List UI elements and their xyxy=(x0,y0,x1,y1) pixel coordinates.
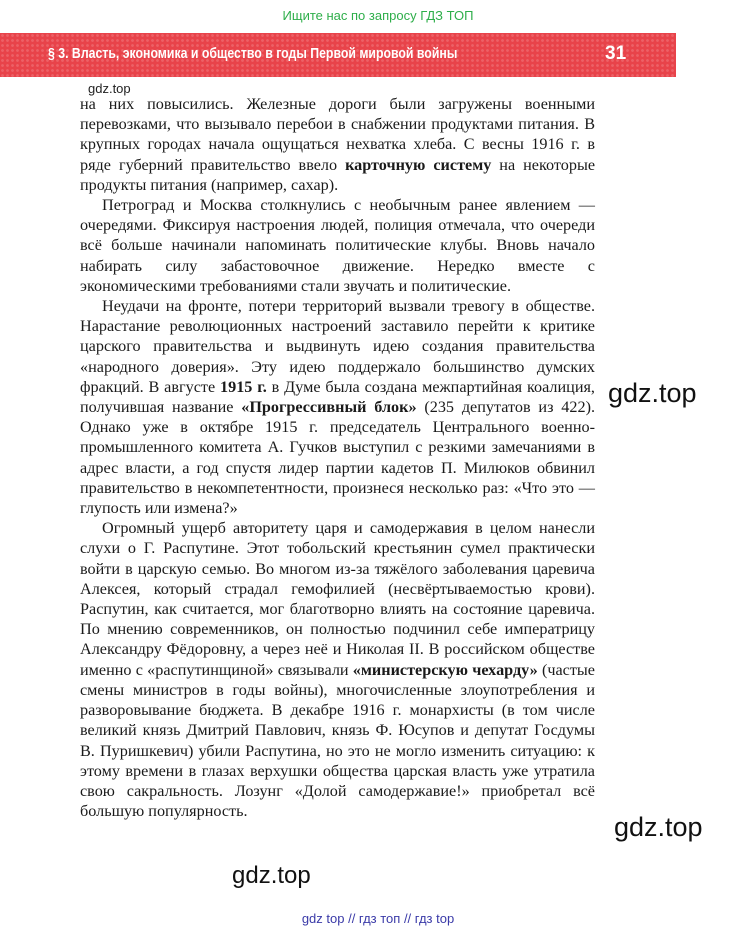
text-run: Огромный ущерб авторитету царя и самодержавия в целом нанесли слухи о Г. Распутине. Этот тобольский крестьянин сумел практически войти в царскую семью. Во многом из-за тяжёлого заболевания царевича Алексея, который страдал гемофилией (несвёртываемостью крови). Распутин, как считается, мог благотворно влиять на состояние царевича. По мнению современников, он полностью подчинил себе императрицу Александру Фёдоровну, а через неё и Николая II. В российском обществе именно с «распутинщиной» связывали xyxy=(80,519,595,679)
paragraph-2 xyxy=(80,195,595,296)
page-number: 31 xyxy=(605,43,627,64)
paragraph-4 xyxy=(80,518,595,821)
watermark-small: gdz.top xyxy=(88,81,131,96)
footer-links xyxy=(0,911,756,926)
article-body xyxy=(80,94,595,821)
paragraph-3 xyxy=(80,296,595,518)
footer-link-3[interactable]: гдз top xyxy=(414,911,455,926)
text-run: на некоторые продукты питания (например, сахар). xyxy=(80,155,596,194)
watermark-right-upper: gdz.top xyxy=(608,378,697,408)
bold-term: «министерскую чехарду» xyxy=(352,660,538,679)
footer-separator: // xyxy=(400,911,415,926)
paragraph-1 xyxy=(80,94,595,195)
search-hint-banner: Ищите нас по запросу ГДЗ ТОП xyxy=(282,8,474,23)
text-run: в Думе была создана межпартийная коалиция, получившая название xyxy=(80,377,595,417)
text-run: (частые смены министров в годы войны), многочисленные злоупотребления и разворовывание бюджета. В декабре 1916 г. монархисты (в том числе великий князь Дмитрий Павлович, князь Ф. Юсупов и депутат Госдумы В. Пуришкевич) убили Распутина, но это не могло изменить ситуацию: к этому времени в глазах верхушки общества царская власть уже утратила свою сакральность. Лозунг «Долой самодержавие!» приобретал всё большую популярность. xyxy=(80,660,595,821)
text-run: Петроград и Москва столкнулись с необычным ранее явлением — очередями. Фиксируя настроения людей, полиция отмечала, что очереди всё больше начинали напоминать политические клубы. Вновь начало набирать силу забастовочное движение. Нередко вместе с экономическими требованиями стали звучать и политические. xyxy=(80,196,595,295)
section-header-band xyxy=(0,33,676,77)
bold-term: «Прогрессивный блок» xyxy=(241,398,417,417)
bold-term: карточную систему xyxy=(345,155,492,174)
watermark-right-lower: gdz.top xyxy=(614,812,703,842)
footer-separator: // xyxy=(344,911,359,926)
section-title: § 3. Власть, экономика и общество в годы Первой мировой войны xyxy=(48,45,458,62)
text-run: на них повысились. Железные дороги были загружены военными перевозками, что вызывало перебои в снабжении продуктами питания. В крупных городах начала ощущаться нехватка хлеба. С весны 1916 г. в ряде губерний правительство ввело xyxy=(80,95,595,174)
footer-link-2[interactable]: гдз топ xyxy=(358,911,401,926)
text-run: Неудачи на фронте, потери территорий вызвали тревогу в обществе. Нарастание революционных настроений заставило перейти к критике царского правительства и выдвинуть идею создания правительства «народного доверия». Эту идею поддержало большинство думских фракций. В августе xyxy=(80,297,595,396)
bold-term: 1915 г. xyxy=(220,377,267,396)
text-run: (235 депутатов из 422). Однако уже в октябре 1915 г. председатель Центрального военно-промышленного комитета А. Гучков выступил с резкими замечаниями в адрес власти, а год спустя лидер партии кадетов П. Милюков обвинил правительство в некомпетентности, произнеся несколько раз: «Что это — глупость или измена?» xyxy=(80,398,596,518)
footer-link-1[interactable]: gdz top xyxy=(301,911,345,926)
watermark-bottom: gdz.top xyxy=(232,862,311,889)
